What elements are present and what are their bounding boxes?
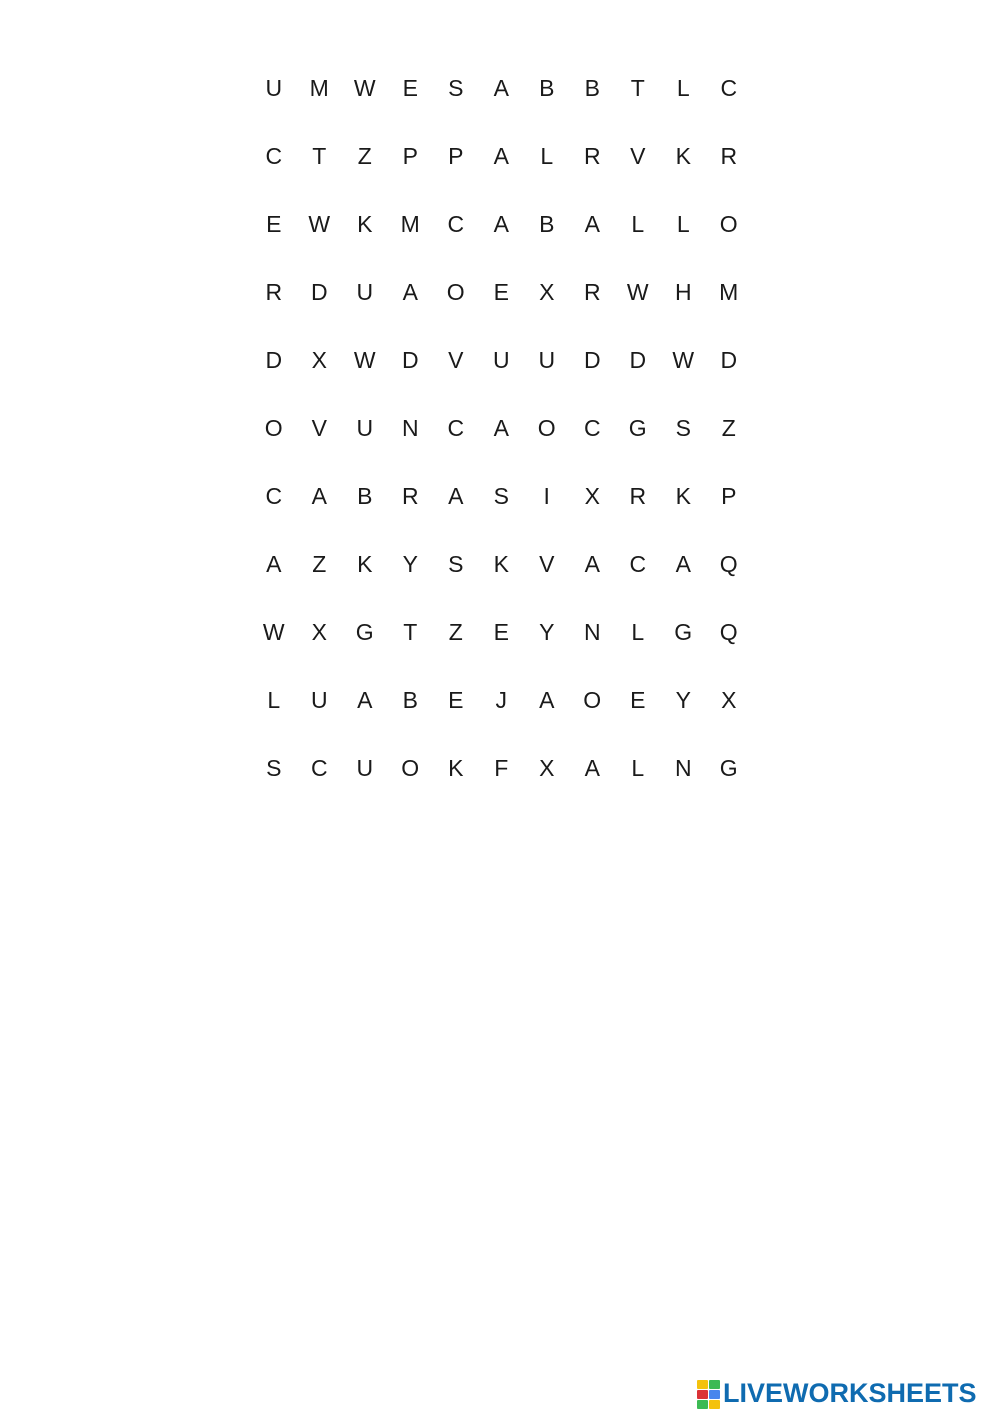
- grid-letter[interactable]: W: [353, 74, 376, 101]
- grid-letter[interactable]: D: [310, 278, 328, 305]
- grid-letter[interactable]: V: [539, 550, 555, 577]
- grid-letter[interactable]: N: [583, 618, 601, 645]
- grid-letter[interactable]: T: [403, 618, 418, 645]
- grid-letter[interactable]: D: [629, 346, 647, 373]
- grid-letter[interactable]: E: [630, 686, 646, 713]
- grid-letter[interactable]: S: [448, 550, 464, 577]
- grid-letter[interactable]: O: [583, 686, 602, 713]
- grid-letter[interactable]: A: [493, 142, 509, 169]
- grid-letter[interactable]: A: [357, 686, 373, 713]
- brand-name: LIVEWORKSHEETS: [723, 1377, 977, 1408]
- grid-letter[interactable]: A: [311, 482, 327, 509]
- grid-letter[interactable]: A: [448, 482, 464, 509]
- grid-letter[interactable]: Z: [721, 414, 736, 441]
- grid-letter[interactable]: K: [493, 550, 509, 577]
- grid-letter[interactable]: X: [539, 278, 555, 305]
- grid-letter[interactable]: O: [446, 278, 465, 305]
- grid-letter[interactable]: U: [356, 278, 374, 305]
- grid-letter[interactable]: P: [402, 142, 418, 169]
- grid-letter[interactable]: B: [539, 210, 555, 237]
- grid-letter[interactable]: L: [631, 210, 645, 237]
- grid-letter[interactable]: N: [674, 754, 692, 781]
- grid-letter[interactable]: C: [583, 414, 601, 441]
- grid-letter[interactable]: E: [493, 278, 509, 305]
- grid-letter[interactable]: A: [402, 278, 418, 305]
- grid-letter[interactable]: G: [719, 754, 738, 781]
- grid-letter[interactable]: C: [265, 482, 283, 509]
- grid-letter[interactable]: A: [539, 686, 555, 713]
- grid-letter[interactable]: B: [357, 482, 373, 509]
- grid-letter[interactable]: X: [311, 346, 327, 373]
- grid-letter[interactable]: C: [720, 74, 738, 101]
- grid-letter[interactable]: R: [583, 142, 601, 169]
- grid-letter[interactable]: Z: [357, 142, 372, 169]
- grid-letter[interactable]: D: [583, 346, 601, 373]
- grid-letter[interactable]: U: [356, 414, 374, 441]
- grid-letter[interactable]: X: [539, 754, 555, 781]
- grid-letter[interactable]: W: [672, 346, 695, 373]
- liveworksheets-logo-icon: [697, 1378, 721, 1408]
- grid-letter[interactable]: X: [584, 482, 600, 509]
- grid-letter[interactable]: L: [267, 686, 281, 713]
- grid-letter[interactable]: U: [538, 346, 556, 373]
- grid-letter[interactable]: R: [629, 482, 647, 509]
- grid-letter[interactable]: Y: [402, 550, 418, 577]
- grid-letter[interactable]: C: [310, 754, 328, 781]
- grid-letter[interactable]: E: [448, 686, 464, 713]
- grid-letter[interactable]: O: [264, 414, 283, 441]
- grid-letter[interactable]: R: [401, 482, 419, 509]
- grid-letter[interactable]: M: [400, 210, 420, 237]
- grid-letter[interactable]: N: [401, 414, 419, 441]
- grid-letter[interactable]: M: [719, 278, 739, 305]
- grid-letter[interactable]: Q: [719, 550, 738, 577]
- grid-letter[interactable]: X: [721, 686, 737, 713]
- grid-letter[interactable]: A: [266, 550, 282, 577]
- grid-letter[interactable]: C: [447, 414, 465, 441]
- grid-letter[interactable]: D: [720, 346, 738, 373]
- grid-letter[interactable]: L: [540, 142, 554, 169]
- grid-letter[interactable]: V: [448, 346, 464, 373]
- grid-letter[interactable]: L: [676, 74, 690, 101]
- grid-letter[interactable]: A: [493, 74, 509, 101]
- grid-letter[interactable]: R: [265, 278, 283, 305]
- grid-letter[interactable]: A: [584, 754, 600, 781]
- grid-letter[interactable]: E: [402, 74, 418, 101]
- grid-letter[interactable]: V: [630, 142, 646, 169]
- grid-letter[interactable]: G: [674, 618, 693, 645]
- grid-letter[interactable]: C: [265, 142, 283, 169]
- grid-letter[interactable]: S: [493, 482, 509, 509]
- grid-letter[interactable]: F: [494, 754, 509, 781]
- grid-letter[interactable]: C: [629, 550, 647, 577]
- word-search-grid: [251, 54, 752, 802]
- grid-letter[interactable]: H: [674, 278, 692, 305]
- grid-letter[interactable]: I: [543, 482, 550, 509]
- grid-letter[interactable]: U: [356, 754, 374, 781]
- grid-letter[interactable]: W: [262, 618, 285, 645]
- grid-letter[interactable]: B: [402, 686, 418, 713]
- grid-letter[interactable]: D: [265, 346, 283, 373]
- grid-letter[interactable]: K: [675, 142, 691, 169]
- grid-letter[interactable]: U: [492, 346, 510, 373]
- grid-letter[interactable]: Y: [539, 618, 555, 645]
- grid-letter[interactable]: O: [719, 210, 738, 237]
- grid-letter[interactable]: K: [357, 550, 373, 577]
- grid-letter[interactable]: W: [353, 346, 376, 373]
- grid-letter[interactable]: E: [493, 618, 509, 645]
- grid-letter[interactable]: A: [584, 210, 600, 237]
- grid-letter[interactable]: L: [631, 618, 645, 645]
- grid-letter[interactable]: A: [493, 210, 509, 237]
- grid-letter[interactable]: T: [312, 142, 327, 169]
- grid-letter[interactable]: S: [448, 74, 464, 101]
- grid-letter[interactable]: X: [311, 618, 327, 645]
- grid-letter[interactable]: M: [309, 74, 329, 101]
- grid-letter[interactable]: Y: [675, 686, 691, 713]
- grid-letter[interactable]: P: [448, 142, 464, 169]
- grid-letter[interactable]: S: [266, 754, 282, 781]
- grid-letter[interactable]: G: [628, 414, 647, 441]
- grid-letter[interactable]: Q: [719, 618, 738, 645]
- grid-letter[interactable]: V: [311, 414, 327, 441]
- grid-letter[interactable]: R: [720, 142, 738, 169]
- grid-letter[interactable]: J: [495, 686, 507, 713]
- grid-letter[interactable]: C: [447, 210, 465, 237]
- grid-letter[interactable]: P: [721, 482, 737, 509]
- grid-letter[interactable]: A: [584, 550, 600, 577]
- grid-letter[interactable]: K: [675, 482, 691, 509]
- grid-letter[interactable]: O: [537, 414, 556, 441]
- grid-letter[interactable]: E: [266, 210, 282, 237]
- grid-letter[interactable]: W: [308, 210, 331, 237]
- grid-letter[interactable]: W: [626, 278, 649, 305]
- grid-letter[interactable]: U: [265, 74, 283, 101]
- grid-letter[interactable]: T: [630, 74, 645, 101]
- grid-letter[interactable]: A: [493, 414, 509, 441]
- grid-letter[interactable]: L: [631, 754, 645, 781]
- grid-letter[interactable]: G: [355, 618, 374, 645]
- grid-letter[interactable]: U: [310, 686, 328, 713]
- liveworksheets-brand[interactable]: [697, 1377, 977, 1409]
- grid-letter[interactable]: A: [675, 550, 691, 577]
- grid-letter[interactable]: O: [401, 754, 420, 781]
- grid-letter[interactable]: B: [539, 74, 555, 101]
- grid-letter[interactable]: K: [448, 754, 464, 781]
- grid-letter[interactable]: K: [357, 210, 373, 237]
- grid-letter[interactable]: B: [584, 74, 600, 101]
- grid-letter[interactable]: D: [401, 346, 419, 373]
- grid-letter[interactable]: R: [583, 278, 601, 305]
- grid-letter[interactable]: Z: [448, 618, 463, 645]
- grid-letter[interactable]: Z: [312, 550, 327, 577]
- grid-letter[interactable]: S: [675, 414, 691, 441]
- grid-letter[interactable]: L: [676, 210, 690, 237]
